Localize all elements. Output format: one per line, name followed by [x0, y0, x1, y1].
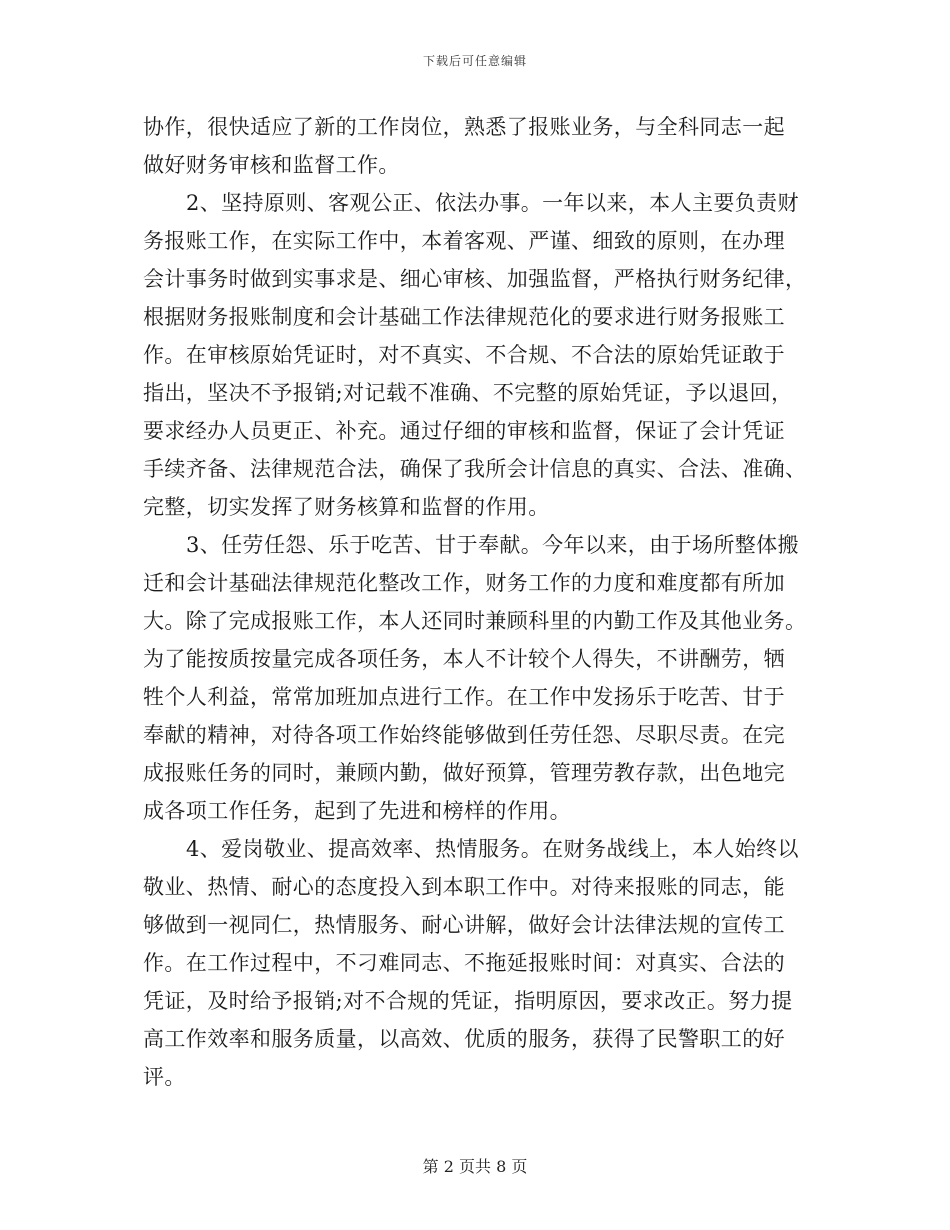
text-line: 成各项工作任务，起到了先进和榜样的作用。	[143, 799, 571, 823]
paragraph-4-start: 4、爱岗敬业、提高效率、热情服务。在财务战线上，本人始终以	[186, 837, 799, 861]
text-line: 评。	[143, 1065, 186, 1089]
text-line: 迁和会计基础法律规范化整改工作，财务工作的力度和难度都有所加	[143, 571, 785, 595]
page-header: 下载后可任意编辑	[422, 54, 527, 68]
text-line: 够做到一视同仁，热情服务、耐心讲解，做好会计法律法规的宣传工	[143, 913, 785, 937]
text-line: 成报账任务的同时，兼顾内勤，做好预算，管理劳教存款，出色地完	[143, 761, 785, 785]
paragraph-2-start: 2、坚持原则、客观公正、依法办事。一年以来，本人主要负责财	[186, 191, 799, 215]
text-line: 指出，坚决不予报销;对记载不准确、不完整的原始凭证，予以退回，	[143, 381, 793, 405]
paragraph-3-start: 3、任劳任怨、乐于吃苦、甘于奉献。今年以来，由于场所整体搬	[186, 533, 799, 557]
text-line: 牲个人利益，常常加班加点进行工作。在工作中发扬乐于吃苦、甘于	[143, 685, 785, 709]
text-line: 为了能按质按量完成各项任务，本人不计较个人得失，不讲酬劳，牺	[143, 647, 785, 671]
text-line: 奉献的精神，对待各项工作始终能够做到任劳任怨、尽职尽责。在完	[143, 723, 785, 747]
text-line: 手续齐备、法律规范合法，确保了我所会计信息的真实、合法、准确、	[143, 457, 807, 481]
text-line: 会计事务时做到实事求是、细心审核、加强监督，严格执行财务纪律，	[143, 267, 807, 291]
document-body	[143, 108, 808, 1096]
text-line: 作。在审核原始凭证时，对不真实、不合规、不合法的原始凭证敢于	[143, 343, 785, 367]
text-line: 完整，切实发挥了财务核算和监督的作用。	[143, 495, 550, 519]
text-line: 大。除了完成报账工作，本人还同时兼顾科里的内勤工作及其他业务。	[143, 609, 807, 633]
text-line: 凭证，及时给予报销;对不合规的凭证，指明原因，要求改正。努力提	[143, 989, 793, 1013]
text-line: 根据财务报账制度和会计基础工作法律规范化的要求进行财务报账工	[143, 305, 785, 329]
text-line: 做好财务审核和监督工作。	[143, 153, 400, 177]
page-number: 第 2 页共 8 页	[422, 1157, 528, 1176]
text-line: 敬业、热情、耐心的态度投入到本职工作中。对待来报账的同志，能	[143, 875, 785, 899]
text-line: 协作，很快适应了新的工作岗位，熟悉了报账业务，与全科同志一起	[143, 115, 785, 139]
text-line: 要求经办人员更正、补充。通过仔细的审核和监督，保证了会计凭证	[143, 419, 785, 443]
text-line: 作。在工作过程中，不刁难同志、不拖延报账时间：对真实、合法的	[143, 951, 785, 975]
text-line: 务报账工作，在实际工作中，本着客观、严谨、细致的原则，在办理	[143, 229, 785, 253]
text-line: 高工作效率和服务质量，以高效、优质的服务，获得了民警职工的好	[143, 1027, 785, 1051]
